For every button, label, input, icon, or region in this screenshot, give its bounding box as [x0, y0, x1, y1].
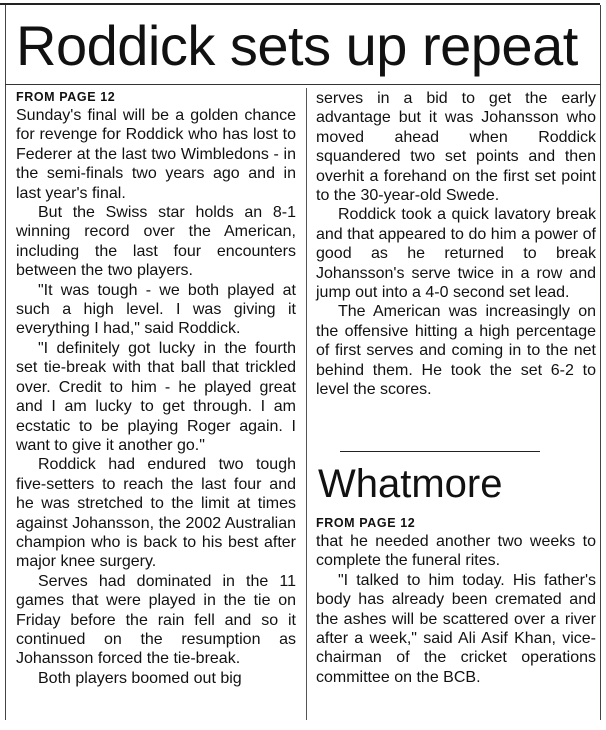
body-paragraph: Serves had dominated in the 11 games that were played in the tie on Friday before the rain fell and so it continued on the resumption as Johansson forced the tie-break.: [16, 572, 296, 668]
main-story-kicker: FROM PAGE 12: [16, 90, 116, 104]
story-separator-rule: [340, 451, 540, 452]
body-paragraph: "I definitely got lucky in the fourth set tie-break with that ball that trickled over. Credit to him - he played great and I am lucky to get through. I am ecstatic to be playing Roger again. I want to give it another go.": [16, 339, 296, 454]
body-paragraph: serves in a bid to get the early advantage but it was Johansson who moved ahead when Roddick squandered two set points and then overhit a forehand on the first set point to the 30-year-old Swede.: [316, 90, 596, 205]
headline-rule: [5, 84, 601, 85]
main-story-column-1: [16, 89, 296, 688]
right-border: [600, 5, 601, 720]
second-story-column: [316, 515, 596, 687]
body-paragraph: Sunday's final will be a golden chance for revenge for Roddick who has lost to Federer at the last two Wimbledons - in the semi-finals two years ago and in last year's final.: [16, 107, 296, 202]
main-headline: Roddick sets up repeat: [16, 14, 578, 77]
body-paragraph: Both players boomed out big: [38, 669, 242, 687]
body-paragraph: that he needed another two weeks to complete the funeral rites.: [316, 533, 596, 570]
column-divider: [306, 88, 307, 720]
body-paragraph: But the Swiss star holds an 8-1 winning record over the American, including the last four encounters between the two players.: [16, 204, 296, 280]
main-story-column-2: [316, 89, 596, 400]
left-border: [5, 5, 6, 720]
top-rule: [0, 3, 600, 5]
body-paragraph: The American was increasingly on the offensive hitting a high percentage of first serves and coming in to the net behind them. He took the set 6-2 to level the scores.: [316, 303, 596, 399]
body-paragraph: "It was tough - we both played at such a high level. I was giving it everything I had," said Roddick.: [16, 281, 296, 338]
body-paragraph: Roddick took a quick lavatory break and that appeared to do him a power of good as he returned to break Johansson's serve twice in a row and jump out into a 4-0 second set lead.: [316, 206, 596, 302]
body-paragraph: Roddick had endured two tough five-setters to reach the last four and he was stretched to the limit at times against Johansson, the 2002 Australian champion who is back to his best after major knee surgery.: [16, 456, 296, 571]
second-story-kicker: FROM PAGE 12: [316, 516, 416, 530]
body-paragraph: "I talked to him today. His father's body has already been cremated and the ashes will be scattered over a river after a week," said Ali Asif Khan, vice-chairman of the cricket operations committee on the BCB.: [316, 571, 596, 686]
second-story-headline: Whatmore: [318, 462, 503, 506]
